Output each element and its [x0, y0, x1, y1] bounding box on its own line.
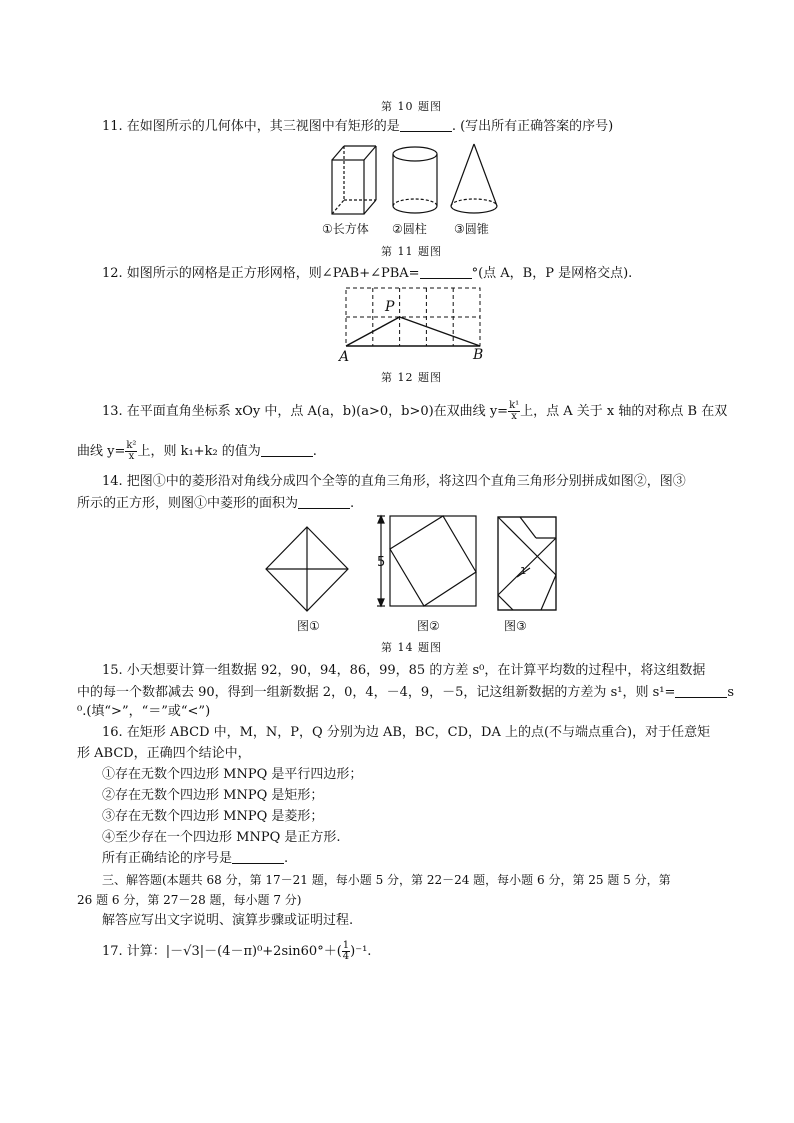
caption-fig10: 第 10 题图 — [381, 100, 442, 113]
cone-shape — [451, 144, 497, 213]
label-cylinder: ②圆柱 — [392, 222, 427, 236]
section3-line1: 三、解答题(本题共 68 分，第 17－21 题，每小题 5 分，第 22－24 题，每小题 6 分，第 25 题 5 分，第 — [102, 873, 671, 887]
rhombus-figure — [266, 527, 348, 611]
segment-AP — [346, 317, 400, 346]
q13-k2-numerator: k² — [126, 440, 137, 451]
q15-answer-blank — [675, 685, 727, 698]
q13-text-e: . — [312, 444, 317, 459]
q13-k2-denominator: x — [128, 451, 135, 462]
q16-answer-prefix: 所有正确结论的序号是 — [102, 851, 233, 866]
question-13-line2 — [77, 441, 317, 462]
q17-fraction — [342, 941, 350, 962]
q16-item-2: ②存在无数个四边形 MNPQ 是矩形； — [102, 788, 324, 803]
q16-answer-line — [102, 850, 288, 868]
cuboid-shape — [332, 146, 376, 214]
q13-fraction-k1 — [508, 401, 520, 422]
fig14-label-3: 图③ — [504, 619, 527, 633]
square-figure-3 — [498, 517, 556, 610]
question-15-line3: ⁰.(填“>”，“＝”或“<”) — [77, 704, 211, 719]
grid-outer — [346, 288, 480, 346]
segment-PB — [400, 317, 480, 346]
q14-text-a: 所示的正方形，则图①中菱形的面积为 — [77, 496, 299, 511]
q17-text-b: )⁻¹. — [350, 944, 372, 959]
point-P-label: P — [385, 299, 395, 315]
label-cone: ③圆锥 — [454, 222, 489, 236]
q12-text: 12. 如图所示的网格是正方形网格，则∠PAB+∠PBA= — [102, 266, 420, 281]
point-A-label: A — [339, 349, 350, 365]
question-16-line2: 形 ABCD，正确四个结论中， — [77, 746, 251, 761]
cylinder-shape — [393, 147, 437, 213]
caption-fig11: 第 11 题图 — [381, 245, 442, 258]
caption-fig12: 第 12 题图 — [381, 371, 442, 384]
q13-text-b: 上，点 A 关于 x 轴的对称点 B 在双 — [520, 404, 728, 419]
q14-answer-blank — [298, 496, 350, 509]
question-12 — [102, 265, 632, 283]
q11-text: 11. 在如图所示的几何体中，其三视图中有矩形的是 — [102, 119, 400, 134]
q13-fraction-k2 — [125, 441, 137, 462]
q11-text-after: . (写出所有正确答案的序号) — [451, 119, 614, 134]
q11-answer-blank — [400, 119, 452, 132]
q13-k1-numerator: k¹ — [509, 400, 520, 411]
fig14-label-1: 图① — [297, 619, 320, 633]
q16-item-3: ③存在无数个四边形 MNPQ 是菱形； — [102, 809, 324, 824]
question-17 — [102, 941, 371, 962]
question-14-line2 — [77, 495, 354, 513]
q16-item-4: ④至少存在一个四边形 MNPQ 是正方形. — [102, 830, 341, 845]
q16-answer-suffix: . — [284, 851, 289, 866]
dimension-5-label: 5 — [377, 555, 386, 570]
question-15-line1: 15. 小天想要计算一组数据 92，90，94，86，99，85 的方差 s⁰，在计算平均数的过程中，将这组数据 — [102, 663, 706, 678]
question-11 — [102, 118, 613, 136]
dimension-1-label: 1 — [520, 566, 527, 577]
q13-text-a: 13. 在平面直角坐标系 xOy 中，点 A(a，b)(a>0，b>0)在双曲线 y= — [102, 404, 509, 419]
q12-text-after: °(点 A，B，P 是网格交点). — [471, 266, 633, 281]
question-15-line2 — [77, 684, 734, 702]
q12-answer-blank — [420, 266, 472, 279]
caption-fig14: 第 14 题图 — [381, 641, 442, 654]
q13-k1-denominator: x — [511, 411, 517, 422]
question-14-line1: 14. 把图①中的菱形沿对角线分成四个全等的直角三角形，将这四个直角三角形分别拼成如图②，图③ — [102, 474, 686, 489]
section3-line3: 解答应写出文字说明、演算步骤或证明过程. — [102, 913, 354, 928]
fig14-label-2: 图② — [417, 619, 440, 633]
q14-text-b: . — [350, 496, 355, 511]
q15-text-a: 中的每一个数都减去 90，得到一组新数据 2，0，4，－4，9，－5，记这组新数据的方差为 s¹，则 s¹= — [77, 685, 676, 700]
q16-item-1: ①存在无数个四边形 MNPQ 是平行四边形； — [102, 767, 363, 782]
q13-text-d: 上，则 k₁+k₂ 的值为 — [137, 444, 261, 459]
q16-answer-blank — [232, 851, 284, 864]
q17-text-a: 17. 计算：|－√3|－(4－π)⁰+2sin60°＋( — [102, 944, 342, 959]
section3-line2: 26 题 6 分，第 27－28 题，每小题 7 分) — [77, 893, 302, 907]
q13-text-c: 曲线 y= — [77, 444, 126, 459]
label-cuboid: ①长方体 — [322, 222, 369, 236]
q15-text-b: s — [727, 685, 735, 700]
q17-frac-denominator: 4 — [342, 951, 350, 962]
q13-answer-blank — [261, 444, 313, 457]
square-figure-2 — [377, 516, 476, 606]
question-16-line1: 16. 在矩形 ABCD 中，M，N，P，Q 分别为边 AB，BC，CD，DA 上的点(不与端点重合)，对于任意矩 — [102, 725, 711, 740]
point-B-label: B — [473, 347, 484, 363]
question-13-line1 — [102, 401, 727, 422]
q17-frac-numerator: 1 — [342, 940, 350, 951]
